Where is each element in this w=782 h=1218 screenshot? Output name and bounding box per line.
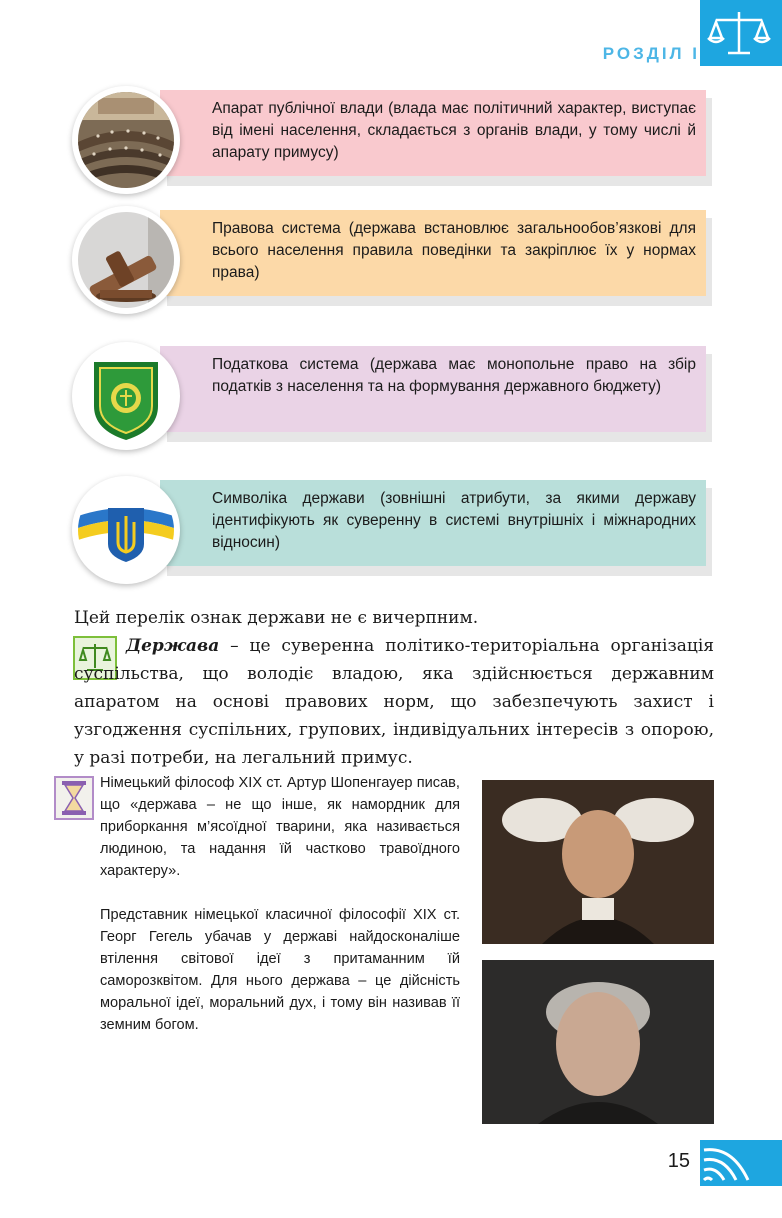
parliament-image [72,86,180,194]
definition-term: Держава [126,636,220,656]
schopenhauer-quote: Німецький філософ XIX ст. Артур Шопенгауер писав, що «держава – не що інше, як намордник для приборкання м’ясоїдної тварини, яка називається людиною, та надання їй частково травоїдного характеру». [100,775,460,879]
card-text: Апарат публічної влади (влада має політичний характер, виступає від імені населення, складається з органів влади, у тому числі й апарату примусу) [160,90,706,176]
page-number: 15 [667,1150,690,1172]
coat-of-arms-image [72,476,180,584]
footer-tab [700,1140,782,1186]
feature-card-state-symbols [72,476,712,596]
intro-sentence: Цей перелік ознак держави не є вичерпним. [74,608,479,628]
scales-icon [704,8,774,60]
feature-card-legal-system [72,206,712,326]
definition-paragraph [74,632,714,772]
feature-card-tax-system [72,342,712,462]
hegel-quote: Представник німецької класичної філософії XIX ст. Георг Гегель убачав у державі найдосконаліше втілення світової ідеї з притаманним їй саморозквітом. Для нього держава – це дійсність моральної ідеї, моральний дух, і тому він називав її земним богом. [100,907,460,1033]
card-text: Податкова система (держава має монопольне право на збір податків з населення та на формування державного бюджету) [160,346,706,432]
gavel-image [72,206,180,314]
section-label: РОЗДІЛ I [602,44,700,63]
feature-card-public-authority [72,86,712,206]
tax-emblem-image [72,342,180,450]
signal-waves-icon [700,1140,760,1186]
section-tab [700,0,782,66]
hourglass-icon [54,776,94,820]
schopenhauer-portrait [482,780,714,944]
definition-text: – це суверенна політико-територіальна організація суспільства, що володіє владою, яка здійснюється державним апаратом на основі правових норм, що забезпечують захист і узгодження суспільних, групових, індивідуальних інтересів з опорою, у разі потреби, на легальний примус. [74,636,714,768]
hegel-portrait [482,960,714,1124]
card-text: Правова система (держава встановлює загальнообов’язкові для всього населення правила поведінки та закріплює їх у нормах права) [160,210,706,296]
card-text: Символіка держави (зовнішні атрибути, за якими державу ідентифікують як суверенну в системі внутрішніх і міжнародних відносин) [160,480,706,566]
